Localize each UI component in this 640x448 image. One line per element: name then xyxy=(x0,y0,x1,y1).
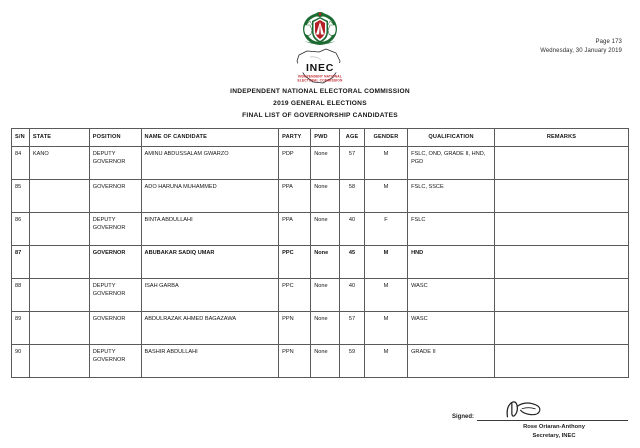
cell-position: GOVERNOR xyxy=(89,312,141,345)
cell-qualification: HND xyxy=(408,246,495,279)
column-header-gender: GENDER xyxy=(364,129,407,147)
cell-gender: M xyxy=(364,180,407,213)
cell-party: PPC xyxy=(279,246,311,279)
candidates-table-container xyxy=(11,128,629,378)
cell-remarks xyxy=(495,246,629,279)
cell-age: 57 xyxy=(340,312,365,345)
svg-text:INEC: INEC xyxy=(305,62,335,74)
cell-name: ISAH GARBA xyxy=(141,279,279,312)
cell-qualification: WASC xyxy=(408,312,495,345)
nigeria-coat-of-arms-icon xyxy=(297,10,343,50)
cell-sn: 88 xyxy=(12,279,30,312)
inec-map-wordmark-icon xyxy=(290,47,350,87)
cell-party: PPC xyxy=(279,279,311,312)
cell-name: BASHIR ABDULLAHI xyxy=(141,345,279,378)
cell-pwd: None xyxy=(311,246,340,279)
signature-line xyxy=(477,400,628,421)
cell-sn: 89 xyxy=(12,312,30,345)
column-header-age: AGE xyxy=(340,129,365,147)
cell-party: PPA xyxy=(279,180,311,213)
signed-label: Signed: xyxy=(452,414,474,420)
inec-logo xyxy=(285,10,355,87)
cell-gender: M xyxy=(364,246,407,279)
cell-position: DEPUTY GOVERNOR xyxy=(89,213,141,246)
title-line-commission: INDEPENDENT NATIONAL ELECTORAL COMMISSION xyxy=(230,88,410,95)
candidates-table-body xyxy=(12,147,629,378)
cell-state xyxy=(29,345,89,378)
table-row[interactable] xyxy=(12,345,629,378)
column-header-position: POSITION xyxy=(89,129,141,147)
cell-name: ABUBAKAR SADIQ UMAR xyxy=(141,246,279,279)
cell-pwd: None xyxy=(311,147,340,180)
cell-state: KANO xyxy=(29,147,89,180)
cell-sn: 87 xyxy=(12,246,30,279)
cell-pwd: None xyxy=(311,345,340,378)
svg-text:INDEPENDENT NATIONAL: INDEPENDENT NATIONAL xyxy=(298,74,342,79)
column-header-party: PARTY xyxy=(279,129,311,147)
cell-position: DEPUTY GOVERNOR xyxy=(89,345,141,378)
cell-party: PPA xyxy=(279,213,311,246)
cell-position: DEPUTY GOVERNOR xyxy=(89,279,141,312)
cell-pwd: None xyxy=(311,312,340,345)
cell-qualification: FSLC, OND, GRADE II, HND, PGD xyxy=(408,147,495,180)
cell-remarks xyxy=(495,345,629,378)
cell-remarks xyxy=(495,213,629,246)
signatory-details xyxy=(452,423,628,442)
signatory-name: Rose Oriaran-Anthony xyxy=(523,424,585,430)
cell-qualification: WASC xyxy=(408,279,495,312)
column-header-state: STATE xyxy=(29,129,89,147)
table-row[interactable] xyxy=(12,312,629,345)
cell-sn: 86 xyxy=(12,213,30,246)
table-row[interactable] xyxy=(12,213,629,246)
cell-qualification: FSLC xyxy=(408,213,495,246)
cell-pwd: None xyxy=(311,180,340,213)
cell-qualification: FSLC, SSCE xyxy=(408,180,495,213)
column-header-pwd: PWD xyxy=(311,129,340,147)
cell-gender: M xyxy=(364,345,407,378)
cell-age: 57 xyxy=(340,147,365,180)
cell-sn: 84 xyxy=(12,147,30,180)
cell-position: GOVERNOR xyxy=(89,246,141,279)
document-title-block xyxy=(0,86,640,123)
column-header-remarks: REMARKS xyxy=(495,129,629,147)
cell-state xyxy=(29,180,89,213)
column-header-sn: S/N xyxy=(12,129,30,147)
cell-party: PPN xyxy=(279,312,311,345)
cell-age: 45 xyxy=(340,246,365,279)
cell-state xyxy=(29,312,89,345)
page-number: Page 173 xyxy=(595,39,622,45)
cell-remarks xyxy=(495,279,629,312)
cell-gender: M xyxy=(364,147,407,180)
cell-gender: M xyxy=(364,279,407,312)
cell-party: PPN xyxy=(279,345,311,378)
signatory-role: Secretary, INEC xyxy=(532,433,576,440)
cell-remarks xyxy=(495,180,629,213)
page-meta xyxy=(540,38,622,57)
cell-gender: M xyxy=(364,312,407,345)
cell-age: 59 xyxy=(340,345,365,378)
cell-sn: 85 xyxy=(12,180,30,213)
cell-pwd: None xyxy=(311,279,340,312)
cell-position: DEPUTY GOVERNOR xyxy=(89,147,141,180)
cell-name: ADO HARUNA MUHAMMED xyxy=(141,180,279,213)
candidates-table xyxy=(11,128,629,378)
cell-state xyxy=(29,279,89,312)
table-row[interactable] xyxy=(12,147,629,180)
cell-pwd: None xyxy=(311,213,340,246)
column-header-qualification: QUALIFICATION xyxy=(408,129,495,147)
cell-name: BINTA ABDULLAHI xyxy=(141,213,279,246)
table-row[interactable] xyxy=(12,246,629,279)
cell-remarks xyxy=(495,312,629,345)
cell-name: ABDULRAZAK AHMED BAGAZAWA xyxy=(141,312,279,345)
svg-text:ELECTORAL COMMISSION: ELECTORAL COMMISSION xyxy=(297,78,343,83)
cell-age: 40 xyxy=(340,213,365,246)
cell-party: PDP xyxy=(279,147,311,180)
cell-name: AMINU ABDUSSALAM GWARZO xyxy=(141,147,279,180)
cell-state xyxy=(29,246,89,279)
title-line-elections: 2019 GENERAL ELECTIONS xyxy=(273,100,367,108)
cell-position: GOVERNOR xyxy=(89,180,141,213)
signature-block xyxy=(452,400,628,442)
cell-qualification: GRADE II xyxy=(408,345,495,378)
column-header-name: NAME OF CANDIDATE xyxy=(141,129,279,147)
signature-mark-icon xyxy=(503,400,547,419)
title-line-list: FINAL LIST OF GOVERNORSHIP CANDIDATES xyxy=(242,112,398,120)
cell-remarks xyxy=(495,147,629,180)
table-header-row xyxy=(12,129,629,147)
cell-age: 40 xyxy=(340,279,365,312)
cell-age: 58 xyxy=(340,180,365,213)
cell-gender: F xyxy=(364,213,407,246)
table-row[interactable] xyxy=(12,180,629,213)
table-row[interactable] xyxy=(12,279,629,312)
cell-sn: 90 xyxy=(12,345,30,378)
document-date: Wednesday, 30 January 2019 xyxy=(540,48,622,55)
cell-state xyxy=(29,213,89,246)
